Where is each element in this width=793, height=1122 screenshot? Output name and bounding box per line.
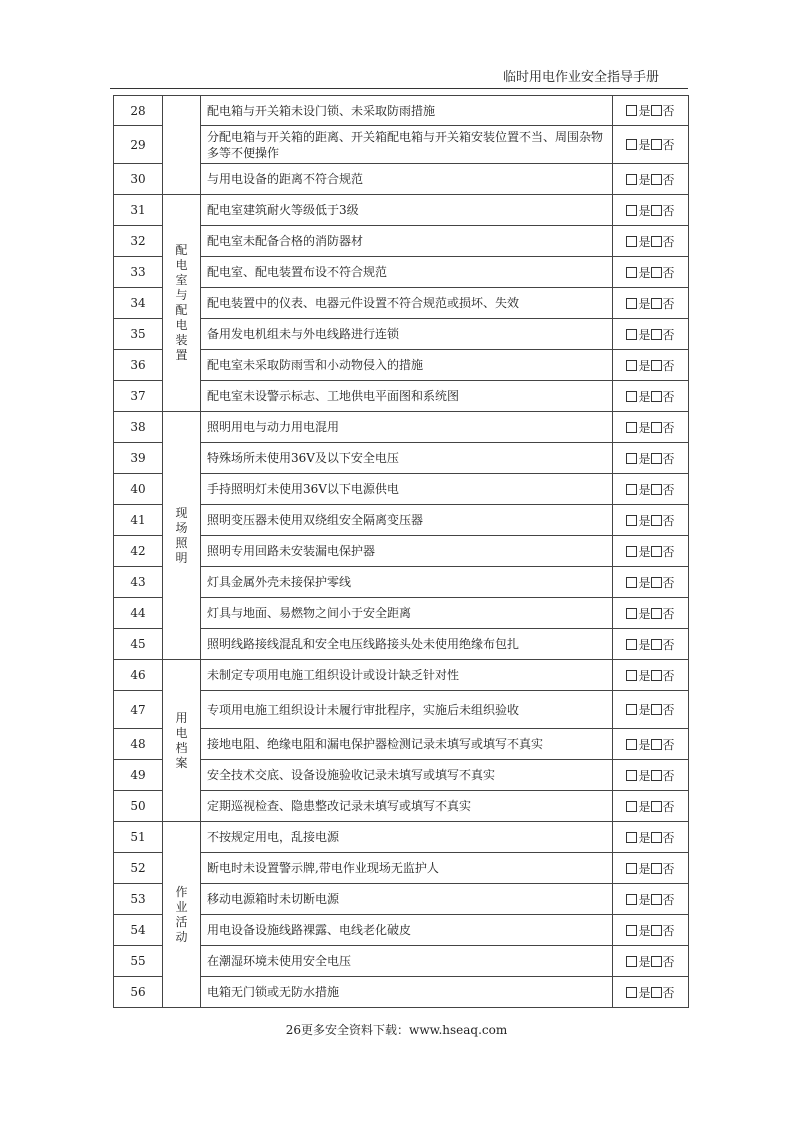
table-row [114,760,689,791]
table-row [114,288,689,319]
hazard-description: 与用电设备的距离不符合规范 [201,164,613,195]
no-label: 否 [662,172,675,187]
hazard-description: 备用发电机组未与外电线路进行连锁 [201,319,613,350]
yes-no-cell [613,505,689,536]
yes-no-cell [613,822,689,853]
no-label: 否 [662,296,675,311]
row-number: 34 [114,288,163,319]
table-row [114,791,689,822]
no-checkbox[interactable] [651,515,662,526]
no-checkbox[interactable] [651,639,662,650]
yes-checkbox[interactable] [626,894,637,905]
table-row [114,474,689,505]
row-number: 28 [114,96,163,126]
table-row [114,977,689,1008]
row-number: 30 [114,164,163,195]
yes-no-cell [613,474,689,505]
yes-label: 是 [638,737,651,752]
no-checkbox[interactable] [651,484,662,495]
yes-no-cell [613,946,689,977]
no-label: 否 [662,265,675,280]
no-label: 否 [662,703,675,717]
table-row [114,691,689,729]
row-number: 37 [114,381,163,412]
yes-label: 是 [638,138,651,152]
no-checkbox[interactable] [651,925,662,936]
no-checkbox[interactable] [651,670,662,681]
yes-label: 是 [638,954,651,969]
no-checkbox[interactable] [651,801,662,812]
yes-checkbox[interactable] [626,267,637,278]
row-number: 45 [114,629,163,660]
yes-label: 是 [638,234,651,249]
no-label: 否 [662,544,675,559]
hazard-description: 配电室、配电装置布设不符合规范 [201,257,613,288]
yes-checkbox[interactable] [626,639,637,650]
yes-label: 是 [638,203,651,218]
category-label: 作业活动 [175,884,188,944]
table-row [114,96,689,126]
row-number: 53 [114,884,163,915]
yes-label: 是 [638,830,651,845]
no-label: 否 [662,451,675,466]
yes-no-cell [613,412,689,443]
no-label: 否 [662,892,675,907]
no-label: 否 [662,668,675,683]
hazard-description: 分配电箱与开关箱的距离、开关箱配电箱与开关箱安装位置不当、周围杂物多等不便操作 [201,126,613,164]
yes-checkbox[interactable] [626,956,637,967]
table-row [114,629,689,660]
yes-checkbox[interactable] [626,236,637,247]
yes-checkbox[interactable] [626,391,637,402]
no-label: 否 [662,954,675,969]
table-row [114,598,689,629]
yes-no-cell [613,598,689,629]
yes-no-cell [613,257,689,288]
hazard-description: 照明用电与动力用电混用 [201,412,613,443]
category-cell [163,822,201,1008]
yes-checkbox[interactable] [626,739,637,750]
yes-checkbox[interactable] [626,577,637,588]
no-checkbox[interactable] [651,770,662,781]
no-checkbox[interactable] [651,298,662,309]
header-title: 临时用电作业安全指导手册 [502,70,659,85]
no-checkbox[interactable] [651,391,662,402]
yes-label: 是 [638,703,651,717]
yes-label: 是 [638,985,651,1000]
table-row [114,226,689,257]
yes-label: 是 [638,265,651,280]
yes-no-cell [613,126,689,164]
hazard-description: 定期巡视检查、隐患整改记录未填写或填写不真实 [201,791,613,822]
table-row [114,536,689,567]
yes-checkbox[interactable] [626,770,637,781]
yes-no-cell [613,977,689,1008]
hazard-description: 照明变压器未使用双绕组安全隔离变压器 [201,505,613,536]
row-number: 38 [114,412,163,443]
table-row [114,946,689,977]
yes-label: 是 [638,923,651,938]
hazard-description: 灯具与地面、易燃物之间小于安全距离 [201,598,613,629]
no-checkbox[interactable] [651,422,662,433]
hazard-description: 配电室未配备合格的消防器材 [201,226,613,257]
footer-text: 更多安全资料下载：www.hseaq.com [301,1023,508,1037]
row-number: 49 [114,760,163,791]
yes-label: 是 [638,575,651,590]
yes-checkbox[interactable] [626,298,637,309]
no-checkbox[interactable] [651,453,662,464]
no-label: 否 [662,861,675,876]
no-label: 否 [662,104,675,118]
hazard-description: 手持照明灯未使用36V以下电源供电 [201,474,613,505]
page-footer [0,1021,793,1038]
yes-checkbox[interactable] [626,105,637,116]
row-number: 31 [114,195,163,226]
no-checkbox[interactable] [651,739,662,750]
no-checkbox[interactable] [651,139,662,150]
no-label: 否 [662,606,675,621]
yes-no-cell [613,567,689,598]
no-checkbox[interactable] [651,329,662,340]
table-row [114,381,689,412]
yes-checkbox[interactable] [626,670,637,681]
yes-label: 是 [638,768,651,783]
hazard-description: 照明线路接线混乱和安全电压线路接头处未使用绝缘布包扎 [201,629,613,660]
yes-checkbox[interactable] [626,801,637,812]
checklist-table [113,95,689,1008]
yes-checkbox[interactable] [626,863,637,874]
yes-label: 是 [638,172,651,187]
no-label: 否 [662,327,675,342]
no-checkbox[interactable] [651,546,662,557]
no-label: 否 [662,234,675,249]
yes-label: 是 [638,668,651,683]
no-checkbox[interactable] [651,863,662,874]
no-checkbox[interactable] [651,894,662,905]
hazard-description: 灯具金属外壳未接保护零线 [201,567,613,598]
no-label: 否 [662,799,675,814]
row-number: 39 [114,443,163,474]
yes-no-cell [613,319,689,350]
no-label: 否 [662,203,675,218]
row-number: 54 [114,915,163,946]
no-checkbox[interactable] [651,956,662,967]
yes-no-cell [613,195,689,226]
row-number: 36 [114,350,163,381]
no-label: 否 [662,420,675,435]
yes-label: 是 [638,799,651,814]
no-checkbox[interactable] [651,987,662,998]
no-checkbox[interactable] [651,205,662,216]
hazard-description: 安全技术交底、设备设施验收记录未填写或填写不真实 [201,760,613,791]
row-number: 52 [114,853,163,884]
table-row [114,853,689,884]
table-row [114,319,689,350]
no-checkbox[interactable] [651,608,662,619]
yes-no-cell [613,791,689,822]
table-row [114,126,689,164]
yes-label: 是 [638,389,651,404]
yes-checkbox[interactable] [626,174,637,185]
yes-label: 是 [638,606,651,621]
yes-checkbox[interactable] [626,832,637,843]
yes-no-cell [613,884,689,915]
no-label: 否 [662,575,675,590]
yes-no-cell [613,350,689,381]
no-checkbox[interactable] [651,577,662,588]
no-checkbox[interactable] [651,267,662,278]
header-divider [110,88,688,89]
yes-checkbox[interactable] [626,205,637,216]
yes-label: 是 [638,637,651,652]
no-label: 否 [662,358,675,373]
yes-label: 是 [638,104,651,118]
category-label: 用电档案 [175,710,188,770]
yes-label: 是 [638,482,651,497]
yes-checkbox[interactable] [626,608,637,619]
yes-label: 是 [638,544,651,559]
yes-checkbox[interactable] [626,453,637,464]
row-number: 29 [114,126,163,164]
hazard-description: 特殊场所未使用36V及以下安全电压 [201,443,613,474]
yes-label: 是 [638,861,651,876]
row-number: 33 [114,257,163,288]
yes-no-cell [613,691,689,729]
row-number: 41 [114,505,163,536]
yes-no-cell [613,853,689,884]
category-cell [163,660,201,822]
yes-checkbox[interactable] [626,515,637,526]
yes-no-cell [613,381,689,412]
no-checkbox[interactable] [651,105,662,116]
no-checkbox[interactable] [651,360,662,371]
page-number: 26 [285,1023,302,1037]
no-label: 否 [662,389,675,404]
table-row [114,660,689,691]
yes-label: 是 [638,358,651,373]
yes-label: 是 [638,327,651,342]
table-row [114,350,689,381]
no-label: 否 [662,513,675,528]
no-label: 否 [662,985,675,1000]
yes-checkbox[interactable] [626,360,637,371]
hazard-description: 照明专用回路未安装漏电保护器 [201,536,613,567]
yes-no-cell [613,660,689,691]
no-checkbox[interactable] [651,236,662,247]
table-row [114,915,689,946]
hazard-description: 配电室建筑耐火等级低于3级 [201,195,613,226]
no-label: 否 [662,923,675,938]
category-label: 配电室与配电装置 [175,243,188,362]
yes-no-cell [613,760,689,791]
hazard-description: 接地电阻、绝缘电阻和漏电保护器检测记录未填写或填写不真实 [201,729,613,760]
hazard-description: 在潮湿环境未使用安全电压 [201,946,613,977]
yes-no-cell [613,915,689,946]
category-cell [163,96,201,195]
yes-checkbox[interactable] [626,484,637,495]
yes-checkbox[interactable] [626,704,637,715]
hazard-description: 未制定专项用电施工组织设计或设计缺乏针对性 [201,660,613,691]
table-row [114,164,689,195]
yes-no-cell [613,443,689,474]
row-number: 35 [114,319,163,350]
row-number: 40 [114,474,163,505]
hazard-description: 专项用电施工组织设计未履行审批程序，实施后未组织验收 [201,691,613,729]
no-label: 否 [662,768,675,783]
hazard-description: 移动电源箱时未切断电源 [201,884,613,915]
hazard-description: 配电装置中的仪表、电器元件设置不符合规范或损坏、失效 [201,288,613,319]
row-number: 32 [114,226,163,257]
yes-no-cell [613,164,689,195]
yes-checkbox[interactable] [626,546,637,557]
table-row [114,195,689,226]
yes-no-cell [613,629,689,660]
yes-label: 是 [638,451,651,466]
hazard-description: 用电设备设施线路裸露、电线老化破皮 [201,915,613,946]
row-number: 46 [114,660,163,691]
yes-no-cell [613,96,689,126]
no-label: 否 [662,138,675,152]
table-row [114,412,689,443]
yes-checkbox[interactable] [626,139,637,150]
yes-label: 是 [638,296,651,311]
yes-label: 是 [638,892,651,907]
row-number: 48 [114,729,163,760]
hazard-description: 断电时未设置警示牌,带电作业现场无监护人 [201,853,613,884]
row-number: 56 [114,977,163,1008]
no-label: 否 [662,737,675,752]
table-row [114,505,689,536]
yes-label: 是 [638,513,651,528]
yes-no-cell [613,536,689,567]
row-number: 43 [114,567,163,598]
hazard-description: 不按规定用电，乱接电源 [201,822,613,853]
table-row [114,443,689,474]
yes-checkbox[interactable] [626,987,637,998]
yes-no-cell [613,226,689,257]
no-label: 否 [662,830,675,845]
category-cell [163,195,201,412]
category-cell [163,412,201,660]
hazard-description: 配电室未设警示标志、工地供电平面图和系统图 [201,381,613,412]
table-row [114,884,689,915]
hazard-description: 配电室未采取防雨雪和小动物侵入的措施 [201,350,613,381]
yes-checkbox[interactable] [626,422,637,433]
yes-no-cell [613,288,689,319]
table-row [114,567,689,598]
table-row [114,822,689,853]
table-row [114,257,689,288]
row-number: 42 [114,536,163,567]
table-row [114,729,689,760]
row-number: 51 [114,822,163,853]
no-label: 否 [662,482,675,497]
row-number: 55 [114,946,163,977]
yes-label: 是 [638,420,651,435]
yes-checkbox[interactable] [626,925,637,936]
row-number: 47 [114,691,163,729]
hazard-description: 电箱无门锁或无防水措施 [201,977,613,1008]
row-number: 44 [114,598,163,629]
yes-checkbox[interactable] [626,329,637,340]
no-checkbox[interactable] [651,704,662,715]
no-label: 否 [662,637,675,652]
yes-no-cell [613,729,689,760]
category-label: 现场照明 [175,505,188,565]
no-checkbox[interactable] [651,174,662,185]
row-number: 50 [114,791,163,822]
hazard-description: 配电箱与开关箱未设门锁、未采取防雨措施 [201,96,613,126]
no-checkbox[interactable] [651,832,662,843]
